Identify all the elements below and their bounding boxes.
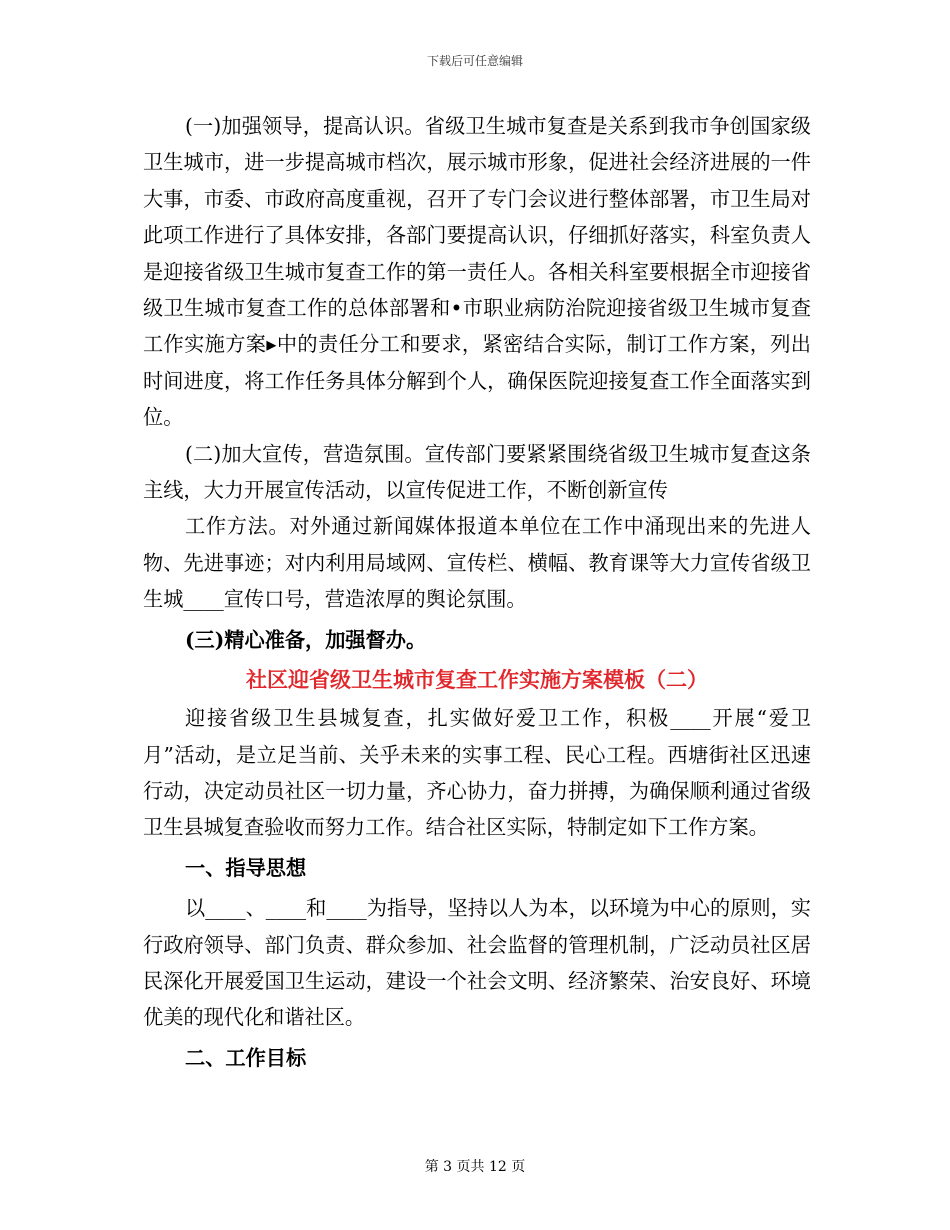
page-header: 下载后可任意编辑	[426, 54, 523, 68]
paragraph-3: 工作方法。对外通过新闻媒体报道本单位在工作中涌现出来的先进人物、先进事迹；对内利用局域网、宣传栏、横幅、教育课等大力宣传省级卫生城____宣传口号，营造浓厚的舆论氛围。	[143, 514, 811, 612]
paragraph-2: (二)加大宣传，营造氛围。宣传部门要紧紧围绕省级卫生城市复查这条主线，大力开展宣传活动，以宣传促进工作，不断创新宣传	[143, 441, 811, 503]
document-body	[143, 108, 811, 1080]
page-footer: 第 3 页共 12 页	[424, 1159, 526, 1175]
paragraph-intro: 迎接省级卫生县城复查，扎实做好爱卫工作，积极____开展“爱卫月”活动，是立足当前、关乎未来的实事工程、民心工程。西塘街社区迅速行动，决定动员社区一切力量，齐心协力，奋力拼搏，为确保顺利通过省级卫生县城复查验收而努力工作。结合社区实际，特制定如下工作方案。	[143, 706, 811, 840]
section-heading-3: (三)精心准备，加强督办。	[185, 627, 427, 652]
document-title: 社区迎省级卫生城市复查工作实施方案模板（二）	[246, 667, 708, 693]
section-heading-work-goals: 二、工作目标	[185, 1045, 307, 1070]
section-heading-guiding-thought: 一、指导思想	[185, 855, 307, 880]
paragraph-1: (一)加强领导，提高认识。省级卫生城市复查是关系到我市争创国家级卫生城市，进一步提高城市档次，展示城市形象，促进社会经济进展的一件大事，市委、市政府高度重视，召开了专门会议进行整体部署，市卫生局对此项工作进行了具体安排，各部门要提高认识，仔细抓好落实，科室负责人是迎接省级卫生城市复查工作的第一责任人。各相关科室要根据全市迎接省级卫生城市复查工作的总体部署和•市职业病防治院迎接省级卫生城市复查工作实施方案▸中的责任分工和要求，紧密结合实际，制订工作方案，列出时间进度，将工作任务具体分解到个人，确保医院迎接复查工作全面落实到位。	[143, 114, 811, 430]
paragraph-guiding-thought: 以____、____和____为指导，坚持以人为本，以环境为中心的原则，实行政府领导、部门负责、群众参加、社会监督的管理机制，广泛动员社区居民深化开展爱国卫生运动，建设一个社会文明、经济繁荣、治安良好、环境优美的现代化和谐社区。	[143, 896, 811, 1030]
